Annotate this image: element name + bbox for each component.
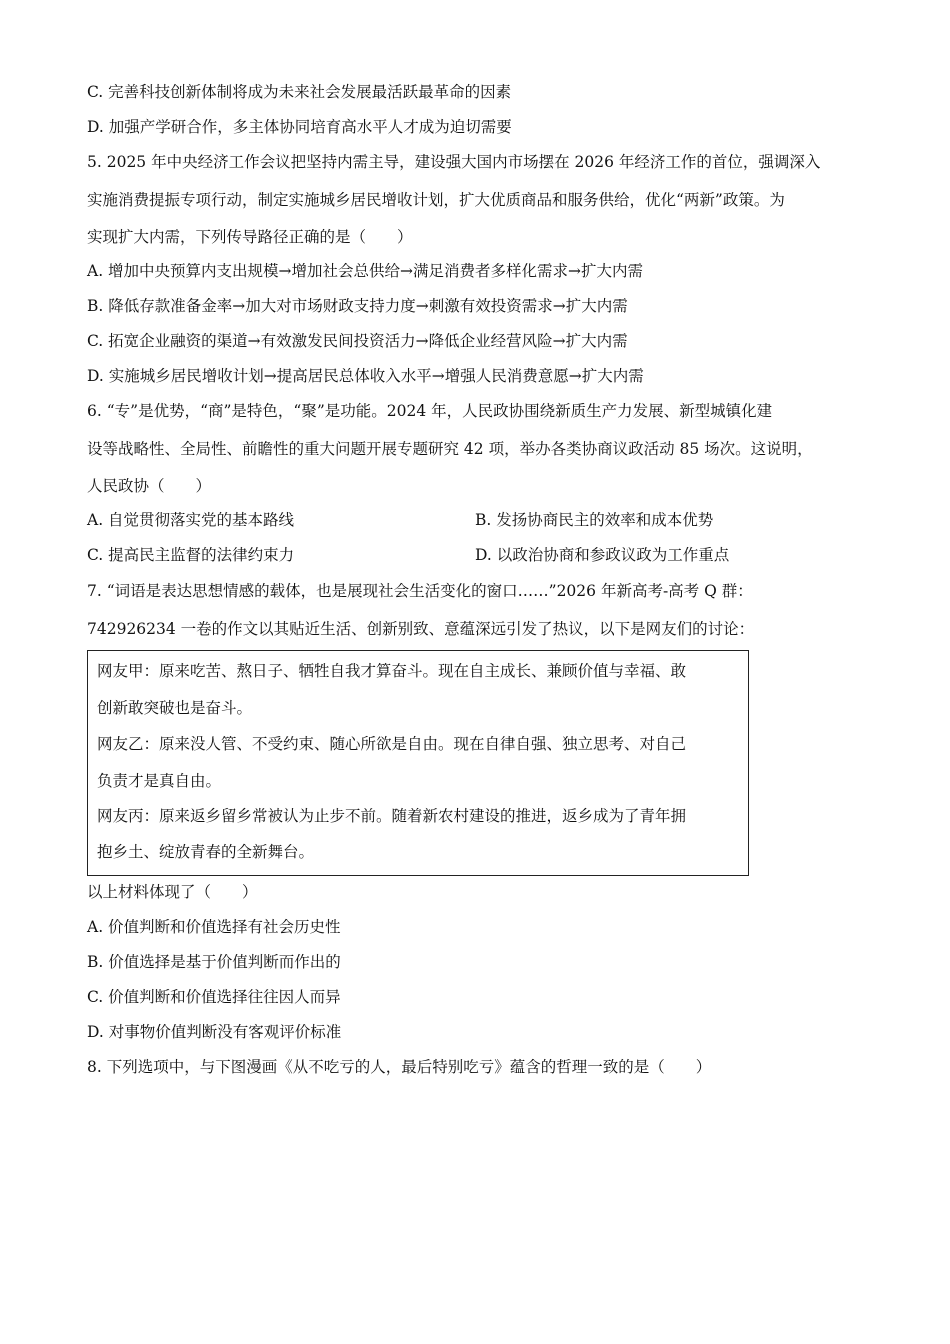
q5-option-d: D. 实施城乡居民增收计划→提高居民总体收入水平→增强人民消费意愿→扩大内需 — [87, 367, 644, 385]
q6-option-b: B. 发扬协商民主的效率和成本优势 — [475, 511, 714, 529]
q7-stem-line: 7. “词语是表达思想情感的载体，也是展现社会生活变化的窗口……”2026 年新高考-高考 Q 群： — [87, 582, 753, 600]
q7-option-a: A. 价值判断和价值选择有社会历史性 — [87, 918, 341, 936]
q6-option-c: C. 提高民主监督的法律约束力 — [87, 546, 295, 564]
q7-option-c: C. 价值判断和价值选择往往因人而异 — [87, 988, 341, 1006]
q6-option-d: D. 以政治协商和参政议政为工作重点 — [475, 546, 730, 564]
material-line: 抱乡土、绽放青春的全新舞台。 — [97, 843, 315, 861]
q6-stem-line: 人民政协（ ） — [87, 477, 212, 495]
q8-stem: 8. 下列选项中，与下图漫画《从不吃亏的人，最后特别吃亏》蕴含的哲理一致的是（ ） — [87, 1058, 712, 1076]
q6-stem-line: 设等战略性、全局性、前瞻性的重大问题开展专题研究 42 项，举办各类协商议政活动 85 场次。这说明， — [87, 440, 813, 458]
q4-option-c: C. 完善科技创新体制将成为未来社会发展最活跃最革命的因素 — [87, 83, 512, 101]
q5-option-c: C. 拓宽企业融资的渠道→有效激发民间投资活力→降低企业经营风险→扩大内需 — [87, 332, 628, 350]
material-line: 网友甲：原来吃苦、熬日子、牺牲自我才算奋斗。现在自主成长、兼顾价值与幸福、敢 — [97, 662, 687, 680]
material-line: 网友乙：原来没人管、不受约束、随心所欲是自由。现在自律自强、独立思考、对自己 — [97, 735, 687, 753]
q6-option-a: A. 自觉贯彻落实党的基本路线 — [87, 511, 295, 529]
q7-option-d: D. 对事物价值判断没有客观评价标准 — [87, 1023, 342, 1041]
q5-option-a: A. 增加中央预算内支出规模→增加社会总供给→满足消费者多样化需求→扩大内需 — [87, 262, 644, 280]
material-line: 网友丙：原来返乡留乡常被认为止步不前。随着新农村建设的推进，返乡成为了青年拥 — [97, 807, 687, 825]
q7-option-b: B. 价值选择是基于价值判断而作出的 — [87, 953, 341, 971]
q5-option-b: B. 降低存款准备金率→加大对市场财政支持力度→刺激有效投资需求→扩大内需 — [87, 297, 628, 315]
q5-stem-line: 5. 2025 年中央经济工作会议把坚持内需主导，建设强大国内市场摆在 2026 年经济工作的首位，强调深入 — [87, 153, 821, 171]
q4-option-d: D. 加强产学研合作，多主体协同培育高水平人才成为迫切需要 — [87, 118, 512, 136]
q5-stem-line: 实现扩大内需，下列传导路径正确的是（ ） — [87, 228, 413, 246]
q7-question-line: 以上材料体现了（ ） — [87, 883, 258, 901]
material-line: 创新敢突破也是奋斗。 — [97, 699, 253, 717]
q7-stem-line: 742926234 一卷的作文以其贴近生活、创新别致、意蕴深远引发了热议，以下是网友们的讨论： — [87, 620, 755, 638]
material-line: 负责才是真自由。 — [97, 772, 222, 790]
material-box — [87, 650, 749, 876]
q5-stem-line: 实施消费提振专项行动，制定实施城乡居民增收计划，扩大优质商品和服务供给，优化“两新”政策。为 — [87, 191, 785, 209]
q6-stem-line: 6. “专”是优势，“商”是特色，“聚”是功能。2024 年，人民政协围绕新质生产力发展、新型城镇化建 — [87, 402, 773, 420]
